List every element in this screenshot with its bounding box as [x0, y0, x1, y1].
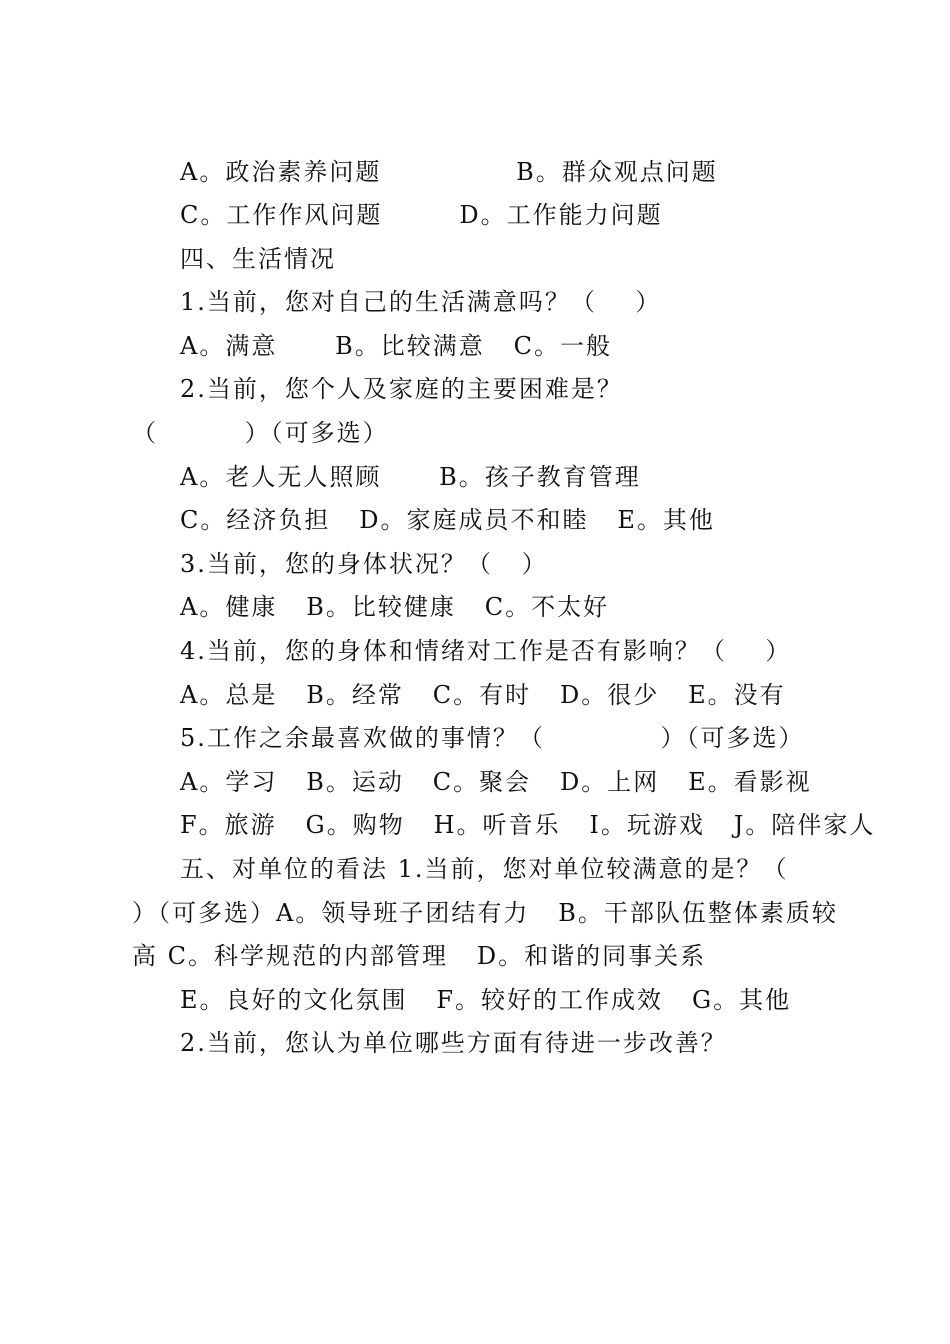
options-line-hobbies-2: F。旅游 G。购物 H。听音乐 I。玩游戏 J。陪伴家人	[180, 811, 876, 839]
options-line-political-mass: A。政治素养问题 B。群众观点问题	[180, 158, 718, 186]
section-heading-life: 四、生活情况	[180, 245, 336, 273]
options-line-unit-3: E。良好的文化氛围 F。较好的工作成效 G。其他	[180, 986, 792, 1014]
options-line-difficulties-2: C。经济负担 D。家庭成员不和睦 E。其他	[180, 506, 715, 534]
options-line-satisfaction: A。满意 B。比较满意 C。一般	[180, 332, 612, 360]
question-3-health: 3.当前，您的身体状况？（ ）	[180, 550, 548, 578]
question-2-difficulties: 2.当前，您个人及家庭的主要困难是？	[180, 375, 623, 403]
options-line-difficulties-1: A。老人无人照顾 B。孩子教育管理	[180, 463, 641, 491]
question-1-life-satisfaction: 1.当前，您对自己的生活满意吗？（ ）	[180, 288, 662, 316]
options-line-unit-1: ）（可多选）A。领导班子团结有力 B。干部队伍整体素质较	[132, 899, 838, 927]
options-line-hobbies-1: A。学习 B。运动 C。聚会 D。上网 E。看影视	[180, 768, 812, 796]
question-unit-2-improve: 2.当前，您认为单位哪些方面有待进一步改善？	[180, 1029, 727, 1057]
options-line-style-ability: C。工作作风问题 D。工作能力问题	[180, 201, 663, 229]
question-5-hobbies: 5.工作之余最喜欢做的事情？（ ）（可多选）	[180, 724, 805, 752]
section-heading-unit: 五、对单位的看法 1.当前，您对单位较满意的是？（	[180, 855, 789, 883]
options-line-unit-2: 高 C。科学规范的内部管理 D。和谐的同事关系	[132, 942, 707, 970]
question-4-impact: 4.当前，您的身体和情绪对工作是否有影响？（ ）	[180, 637, 792, 665]
answer-blank-multi: （ ）（可多选）	[132, 419, 389, 447]
options-line-health: A。健康 B。比较健康 C。不太好	[180, 593, 610, 621]
options-line-frequency: A。总是 B。经常 C。有时 D。很少 E。没有	[180, 681, 786, 709]
